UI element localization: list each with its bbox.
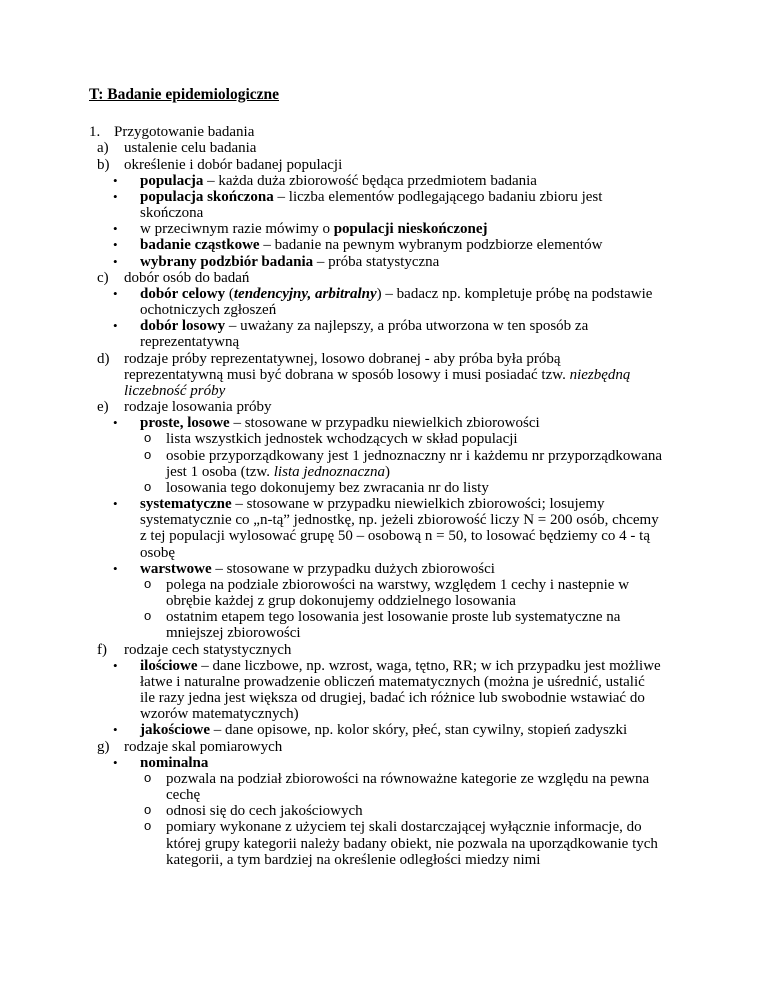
bullet-item: • warstwowe – stosowane w przypadku dużych zbiorowości: [140, 561, 495, 577]
list-marker-a: a): [97, 140, 109, 156]
sub-item-continuation: mniejszej zbiorowości: [166, 625, 301, 641]
sub-item-continuation: której grupy kategorii należy badany obiekt, nie pozwala na uporządkowanie tych: [166, 836, 658, 852]
bullet-item: • populacja skończona – liczba elementów podlegającego badaniu zbioru jest: [140, 189, 602, 205]
bullet-item: • dobór celowy (tendencyjny, arbitralny) – badacz np. kompletuje próbę na podstawie: [140, 286, 652, 302]
list-marker-g: g): [97, 739, 110, 755]
bullet-item: • dobór losowy – uważany za najlepszy, a próba utworzona w ten sposób za: [140, 318, 588, 334]
bullet-item: • populacja – każda duża zbiorowość będąca przedmiotem badania: [140, 173, 537, 189]
sub-item-continuation: obrębie każdej z grup dokonujemy oddzielnego losowania: [166, 593, 516, 609]
sub-item-continuation: kategorii, a tym bardziej na określenie odległości miedzy nimi: [166, 852, 541, 868]
bullet-item: • nominalna: [140, 755, 208, 771]
bullet-continuation: systematycznie co „n-tą” jednostkę, np. jeżeli zbiorowość liczy N = 200 osób, chcemy: [140, 512, 659, 528]
sub-item-continuation: jest 1 osoba (tzw. lista jednoznaczna): [166, 464, 391, 480]
bullet-continuation: ochotniczych zgłoszeń: [140, 302, 277, 318]
list-item-a: ustalenie celu badania: [124, 140, 257, 156]
bullet-continuation: z tej populacji wylosować grupę 50 – osobową n = 50, to losować będziemy co 4 - tą: [140, 528, 650, 544]
list-item-e: rodzaje losowania próby: [124, 399, 272, 415]
sub-item: o losowania tego dokonujemy bez zwracania nr do listy: [166, 480, 489, 496]
document-title: T: Badanie epidemiologiczne: [89, 86, 280, 103]
bullet-continuation: reprezentatywną: [140, 334, 240, 350]
list-item-g: rodzaje skal pomiarowych: [124, 739, 283, 755]
bullet-item: • w przeciwnym razie mówimy o populacji nieskończonej: [140, 221, 487, 237]
list-item-f: rodzaje cech statystycznych: [124, 642, 292, 658]
sub-item-continuation: cechę: [166, 787, 201, 803]
list-marker-d: d): [97, 351, 110, 367]
list-item-c: dobór osób do badań: [124, 270, 250, 286]
sub-item: o osobie przyporządkowany jest 1 jednoznaczny nr i każdemu nr przyporządkowana: [166, 448, 662, 464]
sub-item: o ostatnim etapem tego losowania jest losowanie proste lub systematyczne na: [166, 609, 620, 625]
bullet-continuation: łatwe i naturalne prowadzenie obliczeń matematycznych (można je uśrednić, ustalić: [140, 674, 645, 690]
section-number: 1.: [89, 124, 101, 140]
list-marker-e: e): [97, 399, 109, 415]
bullet-item: • systematyczne – stosowane w przypadku niewielkich zbiorowości; losujemy: [140, 496, 604, 512]
sub-item: o pozwala na podział zbiorowości na równoważne kategorie ze względu na pewna: [166, 771, 649, 787]
section-heading: Przygotowanie badania: [114, 124, 255, 140]
bullet-continuation: skończona: [140, 205, 204, 221]
bullet-item: • badanie cząstkowe – badanie na pewnym wybranym podzbiorze elementów: [140, 237, 602, 253]
list-item-b: określenie i dobór badanej populacji: [124, 157, 343, 173]
list-marker-f: f): [97, 642, 107, 658]
bullet-item: • ilościowe – dane liczbowe, np. wzrost, waga, tętno, RR; w ich przypadku jest możliwe: [140, 658, 661, 674]
sub-item: o polega na podziale zbiorowości na warstwy, względem 1 cechy i nastepnie w: [166, 577, 629, 593]
list-item-d: rodzaje próby reprezentatywnej, losowo dobranej - aby próba była próbą: [124, 351, 561, 367]
sub-item: o pomiary wykonane z użyciem tej skali dostarczającej wyłącznie informacje, do: [166, 819, 642, 835]
bullet-item: • jakościowe – dane opisowe, np. kolor skóry, płeć, stan cywilny, stopień zadyszki: [140, 722, 627, 738]
bullet-item: • wybrany podzbiór badania – próba statystyczna: [140, 254, 439, 270]
list-item-d-continuation: reprezentatywną musi być dobrana w sposób losowy i musi posiadać tzw. niezbędną: [124, 367, 631, 383]
bullet-continuation: ile razy jedna jest większa od drugiej, badać ich różnice lub swobodnie wstawiać do: [140, 690, 645, 706]
list-marker-c: c): [97, 270, 109, 286]
bullet-continuation: osobę: [140, 545, 175, 561]
bullet-continuation: wzorów matematycznych): [140, 706, 299, 722]
list-marker-b: b): [97, 157, 110, 173]
sub-item: o odnosi się do cech jakościowych: [166, 803, 363, 819]
bullet-item: • proste, losowe – stosowane w przypadku niewielkich zbiorowości: [140, 415, 540, 431]
list-item-d-continuation: liczebność próby: [124, 383, 226, 399]
sub-item: o lista wszystkich jednostek wchodzących w skład populacji: [166, 431, 518, 447]
